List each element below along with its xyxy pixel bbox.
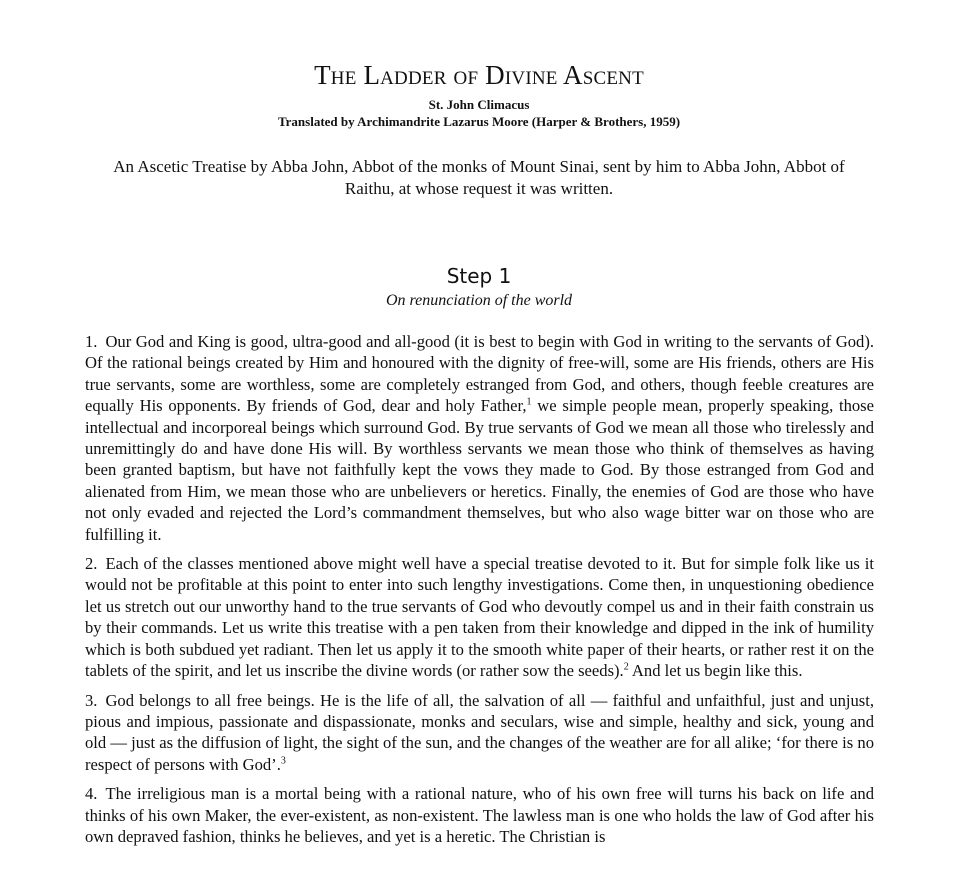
- paragraph-number: 1.: [85, 332, 98, 351]
- author-line: St. John Climacus: [428, 97, 530, 112]
- paragraph-3: [85, 690, 874, 776]
- paragraph-number: 3.: [85, 690, 98, 710]
- paragraph-1: [85, 331, 874, 545]
- body-text: [85, 331, 874, 855]
- paragraph-text: The irreligious man is a mortal being with a rational nature, who of his own free will turns his back on life and thinks of his own Maker, the ever-existent, as non-existent. The lawless man is one who holds the law of God after his own depraved fashion, thinks he believes, and yet is a heretic. The Christian is: [85, 784, 874, 846]
- paragraph-2: [85, 553, 874, 681]
- footnote-marker[interactable]: 3: [280, 755, 286, 767]
- document-title: The Ladder of Divine Ascent: [314, 60, 644, 90]
- step-heading: Step 1: [446, 264, 512, 288]
- paragraph-text: God belongs to all free beings. He is the life of all, the salvation of all — faithful and unfaithful, just and unjust, pious and impious, passionate and dispassionate, monks and seculars, wise and simple, healthy and sick, young and old — just as the diffusion of light, the sight of the sun, and the changes of the weather are for all alike; ‘for there is no respect of persons with God’.: [85, 690, 874, 774]
- intro-text: An Ascetic Treatise by Abba John, Abbot of the monks of Mount Sinai, sent by him to Abba John, Abbot of Raithu, at whose request it was written.: [113, 157, 845, 198]
- paragraph-text-cont: And let us begin like this.: [628, 661, 803, 681]
- footnote-marker[interactable]: 1: [526, 396, 532, 408]
- paragraph-text-cont: we simple people mean, properly speaking, those intellectual and incorporeal beings which surround God. By true servants of God we mean all those who tirelessly and unremittingly do and have done His will. By worthless servants we mean those who think of themselves as having been granted baptism, but have not faithfully kept the vows they made to God. By those estranged from God and alienated from Him, we mean those who are unbelievers or heretics. Finally, the enemies of God are those who have not only evaded and rejected the Lord’s commandment themselves, but who also wage bitter war on those who are fulfilling it.: [85, 396, 874, 544]
- paragraph-number: 2.: [85, 554, 98, 574]
- paragraph-number: 4.: [85, 784, 98, 804]
- step-subtitle: On renunciation of the world: [385, 292, 573, 309]
- footnote-marker[interactable]: 2: [623, 661, 629, 673]
- paragraph-text: Our God and King is good, ultra-good and all-good (it is best to begin with God in writing to the servants of God). Of the rational beings created by Him and honoured with the dignity of free-will, some are His friends, others are His true servants, some are worthless, some are completely estranged from God, and others, though feeble creatures are equally His opponents. By friends of God, dear and holy Father,: [85, 332, 874, 416]
- translator-line: Translated by Archimandrite Lazarus Moore (Harper & Brothers, 1959): [277, 114, 681, 129]
- paragraph-4: [85, 783, 874, 847]
- paragraph-text: Each of the classes mentioned above might well have a special treatise devoted to it. But for simple folk like us it would not be profitable at this point to enter into such lengthy investigations. Come then, in unquestioning obedience let us stretch out our unworthy hand to the true servants of God who devoutly compel us and in their faith constrain us by their commands. Let us write this treatise with a pen taken from their knowledge and dipped in the ink of humility which is both subdued yet radiant. Then let us apply it to the smooth white paper of their hearts, or rather rest it on the tablets of the spirit, and let us inscribe the divine words (or rather sow the seeds).: [85, 554, 874, 681]
